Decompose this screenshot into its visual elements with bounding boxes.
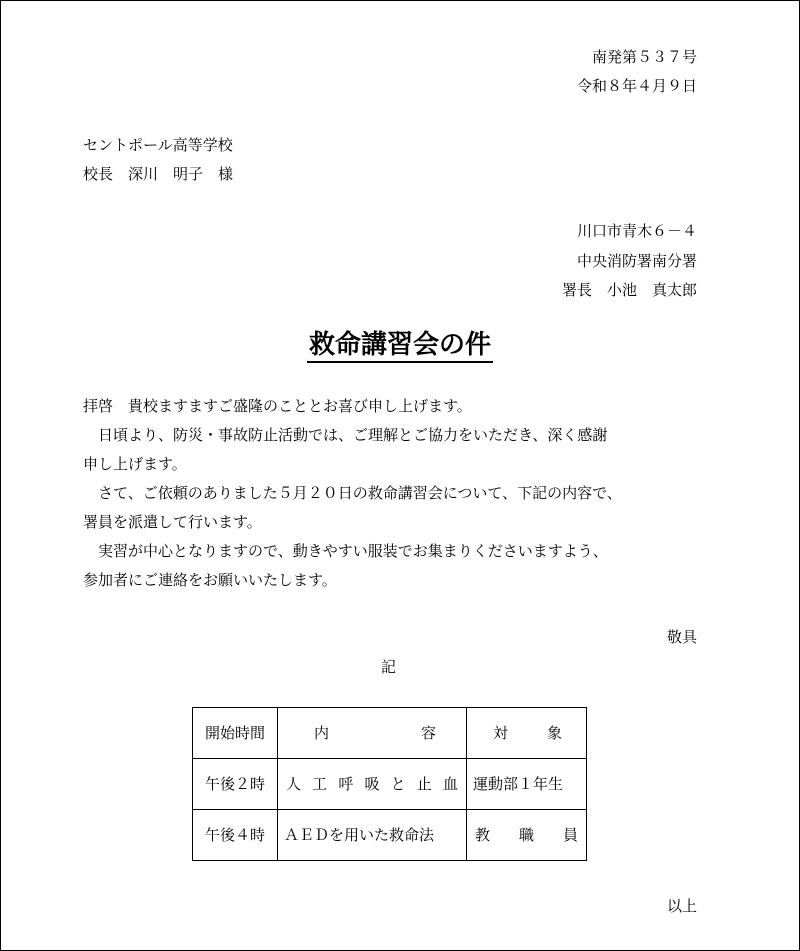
- body-line: さて、ご依頼のありました５月２０日の救命講習会について、下記の内容で、: [83, 484, 622, 502]
- row-content: [278, 759, 467, 810]
- header-content-char: 容: [420, 724, 436, 742]
- body-line: 参加者にご連絡をお願いいたします。: [83, 571, 337, 589]
- row-content-char: 呼: [338, 775, 354, 793]
- header-content-char: 内: [314, 724, 330, 742]
- body-line: 実習が中心となりますので、動きやすい服装でお集まりくださいますよう、: [83, 542, 608, 560]
- row-target: [467, 810, 587, 861]
- schedule-table: [192, 707, 587, 861]
- row-content-char: と: [390, 775, 406, 793]
- recipient-person: 校長 深川 明子 様: [83, 165, 234, 183]
- document-date: 令和８年４月９日: [576, 77, 697, 95]
- row-content-char: 止: [416, 775, 432, 793]
- row-content-char: 工: [312, 775, 328, 793]
- document-title-text: 救命講習会の件: [307, 330, 493, 363]
- row-target-char: 職: [518, 826, 534, 844]
- header-target-char: 象: [546, 724, 562, 742]
- row-time: 午後２時: [193, 759, 278, 810]
- table-row: [193, 810, 587, 861]
- ki-heading: 記: [381, 658, 397, 676]
- row-target: 運動部１年生: [467, 759, 587, 810]
- row-target-char: 員: [562, 826, 578, 844]
- closing-keigu: 敬具: [666, 628, 697, 646]
- body-line: 署員を派遣して行います。: [83, 513, 262, 531]
- closing-ijou: 以上: [666, 897, 697, 915]
- sender-address: 川口市青木６－４: [576, 222, 697, 240]
- header-target-char: 対: [493, 724, 509, 742]
- document-title: [1, 327, 799, 363]
- recipient-organization: セントポール高等学校: [83, 136, 233, 154]
- body-line: 申し上げます。: [83, 455, 187, 473]
- row-content: ＡＥＤを用いた救命法: [278, 810, 467, 861]
- row-time: 午後４時: [193, 810, 278, 861]
- body-line: 日頃より、防災・事故防止活動では、ご理解とご協力をいただき、深く感謝: [83, 426, 608, 444]
- row-target-char: 教: [475, 826, 491, 844]
- table-row: [193, 759, 587, 810]
- table-header-row: [193, 708, 587, 759]
- row-content-char: 人: [286, 775, 302, 793]
- schedule-table-wrapper: [192, 707, 587, 861]
- row-content-char: 吸: [364, 775, 380, 793]
- header-time: 開始時間: [193, 708, 278, 759]
- document-number: 南発第５３７号: [591, 48, 697, 66]
- body-line: 拝啓 貴校ますますご盛隆のこととお喜び申し上げます。: [83, 397, 472, 415]
- row-content-char: 血: [442, 775, 458, 793]
- header-target: [467, 708, 587, 759]
- sender-office: 中央消防署南分署: [576, 252, 697, 270]
- sender-person: 署長 小池 真太郎: [561, 281, 697, 299]
- header-content: [278, 708, 467, 759]
